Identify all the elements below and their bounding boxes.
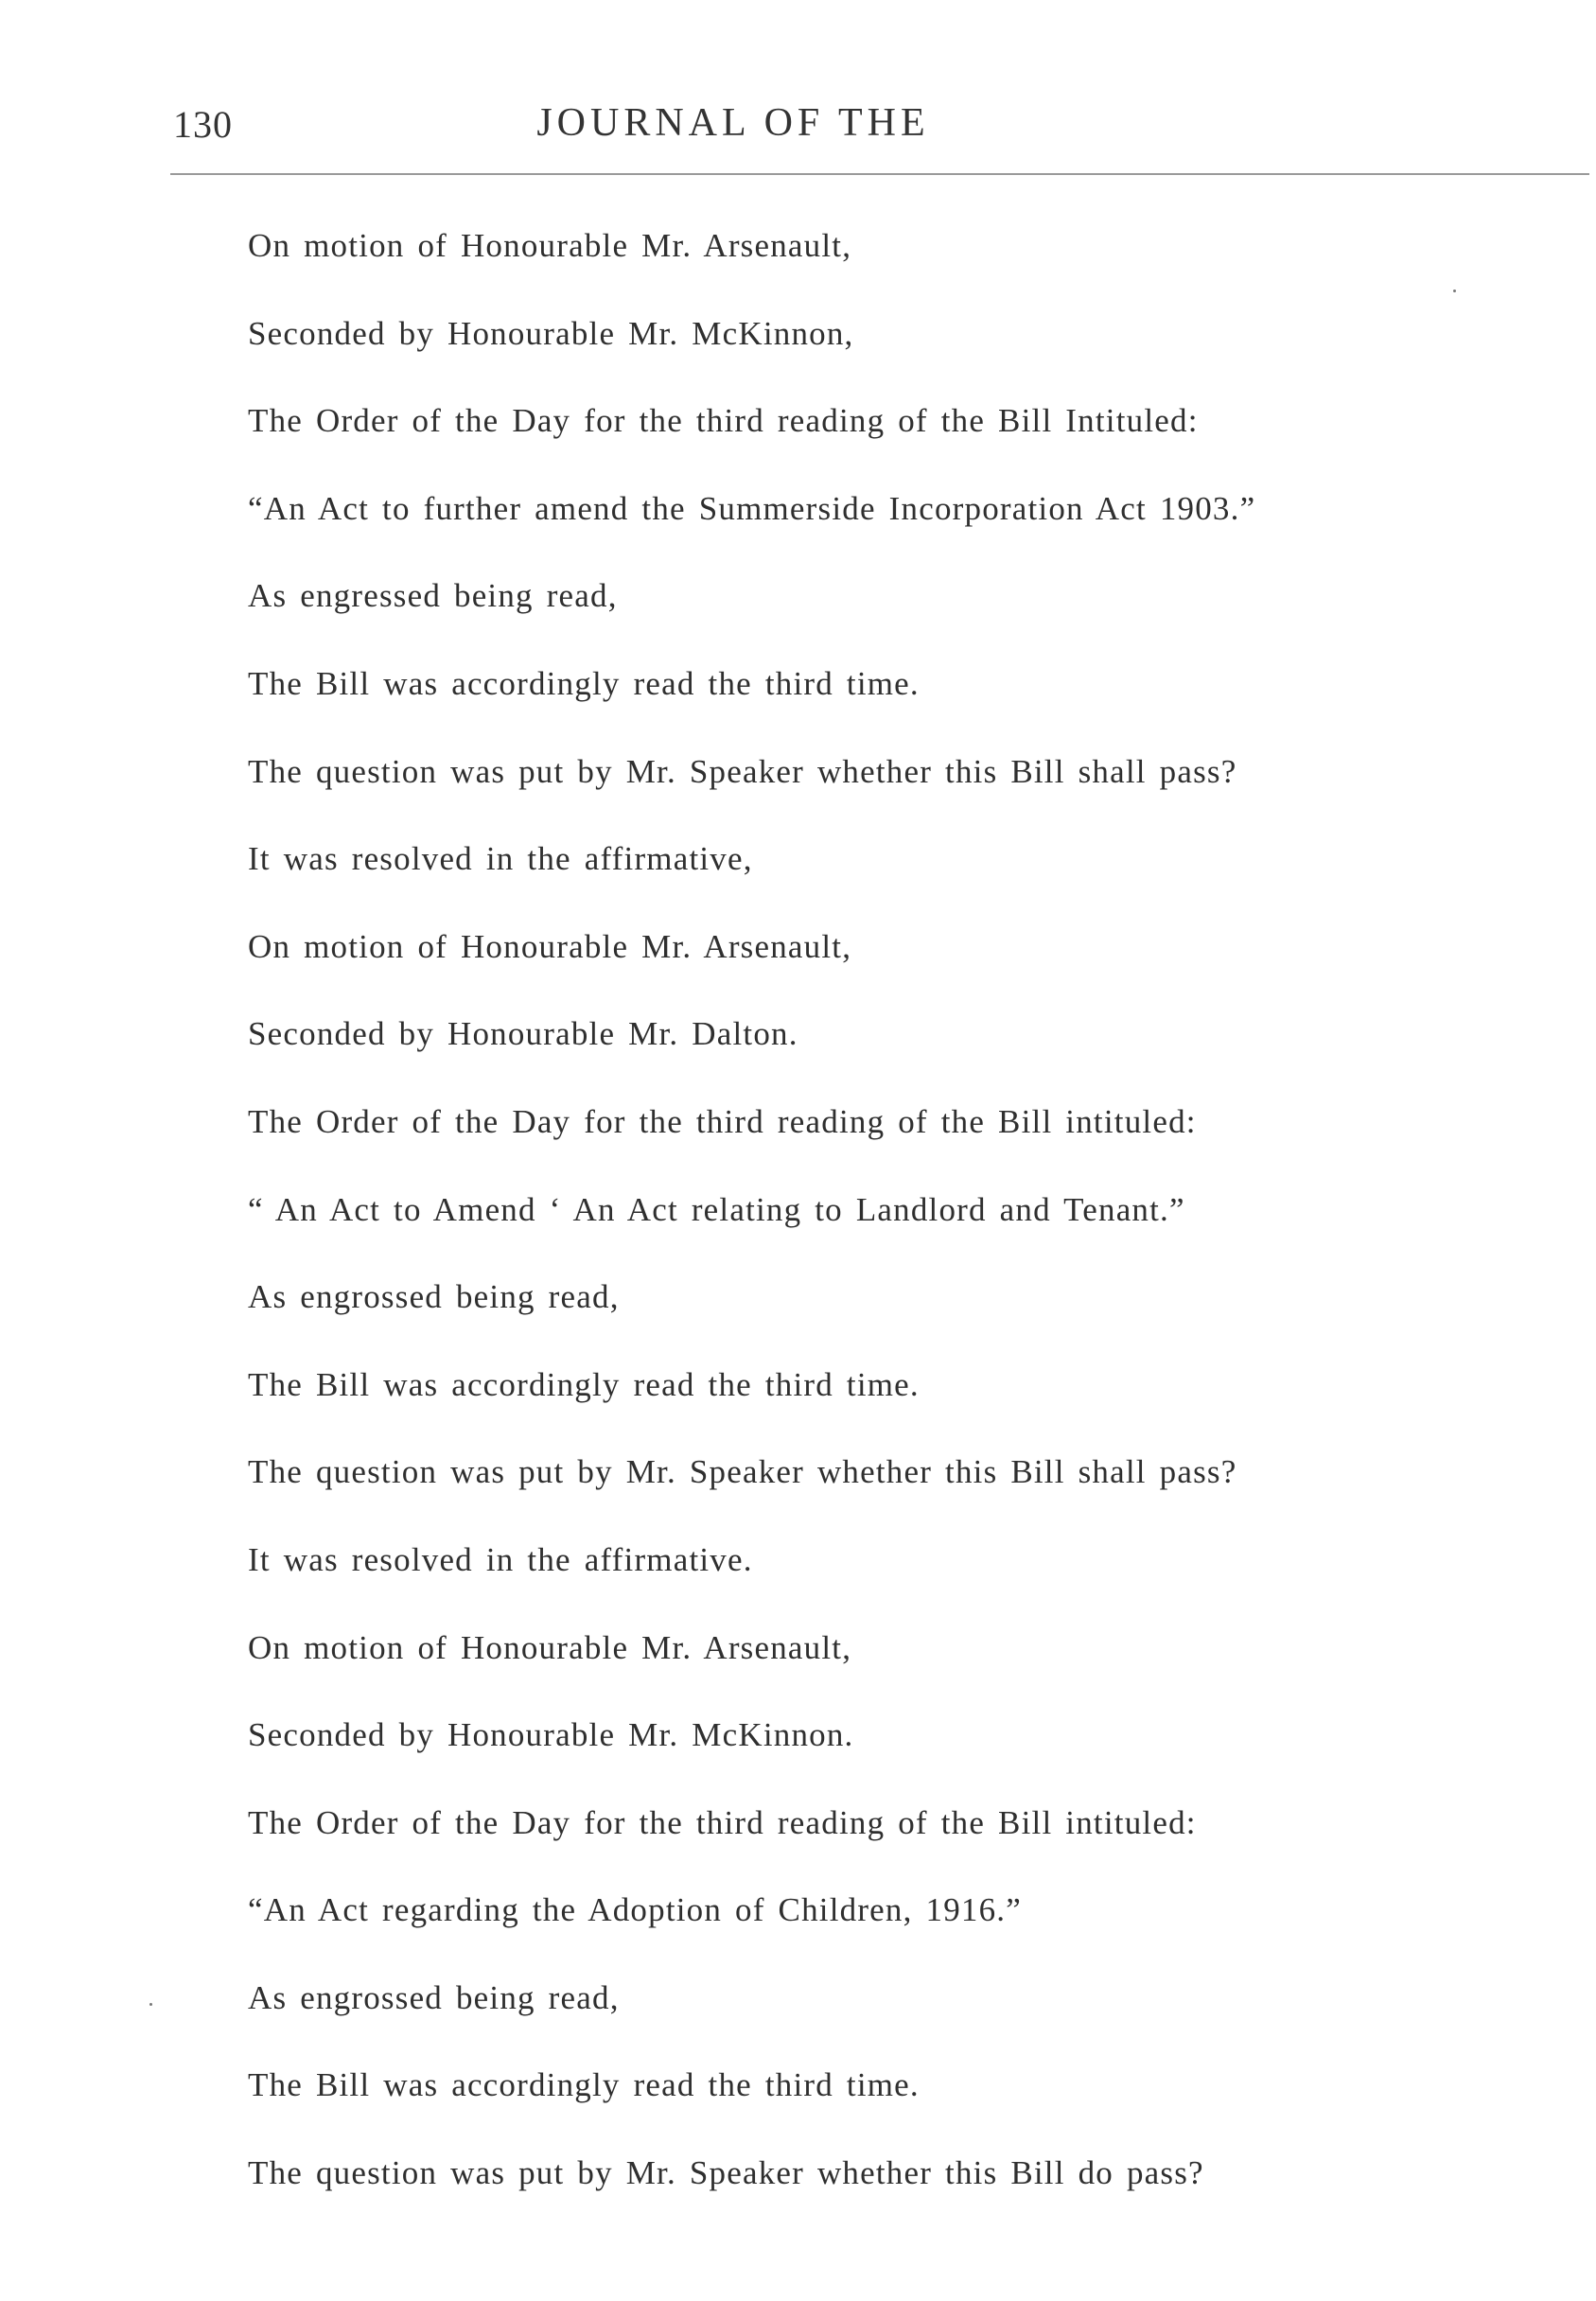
journal-body — [248, 223, 1506, 2239]
journal-line: “ An Act to Amend ‘ An Act relating to Landlord and Tenant.” — [248, 1190, 1185, 1228]
journal-line: The question was put by Mr. Speaker whether this Bill do pass? — [248, 2154, 1204, 2192]
journal-line: The Order of the Day for the third reading of the Bill intituled: — [248, 1102, 1197, 1140]
journal-line: On motion of Honourable Mr. Arsenault, — [248, 927, 852, 965]
journal-line: The Bill was accordingly read the third time. — [248, 664, 920, 702]
scan-speck — [1453, 290, 1456, 292]
journal-line: The Bill was accordingly read the third time. — [248, 1365, 920, 1403]
journal-line: The Order of the Day for the third reading of the Bill intituled: — [248, 1803, 1197, 1841]
journal-line: The question was put by Mr. Speaker whether this Bill shall pass? — [248, 752, 1237, 790]
journal-line: Seconded by Honourable Mr. McKinnon. — [248, 1716, 854, 1754]
journal-line: As engressed being read, — [248, 577, 618, 615]
journal-line: It was resolved in the affirmative. — [248, 1540, 753, 1578]
scan-speck — [149, 2003, 152, 2006]
header-rule — [170, 173, 1589, 175]
journal-line: The Bill was accordingly read the third time. — [248, 2066, 920, 2104]
journal-line: As engrossed being read, — [248, 1978, 620, 2016]
journal-line: “An Act regarding the Adoption of Children, 1916.” — [248, 1891, 1022, 1929]
journal-line: The Order of the Day for the third reading of the Bill Intituled: — [248, 402, 1199, 440]
journal-line: It was resolved in the affirmative, — [248, 840, 753, 878]
journal-line: The question was put by Mr. Speaker whether this Bill shall pass? — [248, 1453, 1237, 1491]
journal-line: On motion of Honourable Mr. Arsenault, — [248, 1628, 852, 1666]
journal-line: On motion of Honourable Mr. Arsenault, — [248, 227, 852, 264]
journal-line: As engrossed being read, — [248, 1278, 620, 1316]
journal-line: “An Act to further amend the Summerside Incorporation Act 1903.” — [248, 489, 1256, 527]
running-title: JOURNAL OF THE — [536, 101, 930, 145]
page-number: 130 — [173, 103, 233, 146]
journal-line: Seconded by Honourable Mr. Dalton. — [248, 1015, 798, 1053]
journal-line: Seconded by Honourable Mr. McKinnon, — [248, 314, 854, 352]
